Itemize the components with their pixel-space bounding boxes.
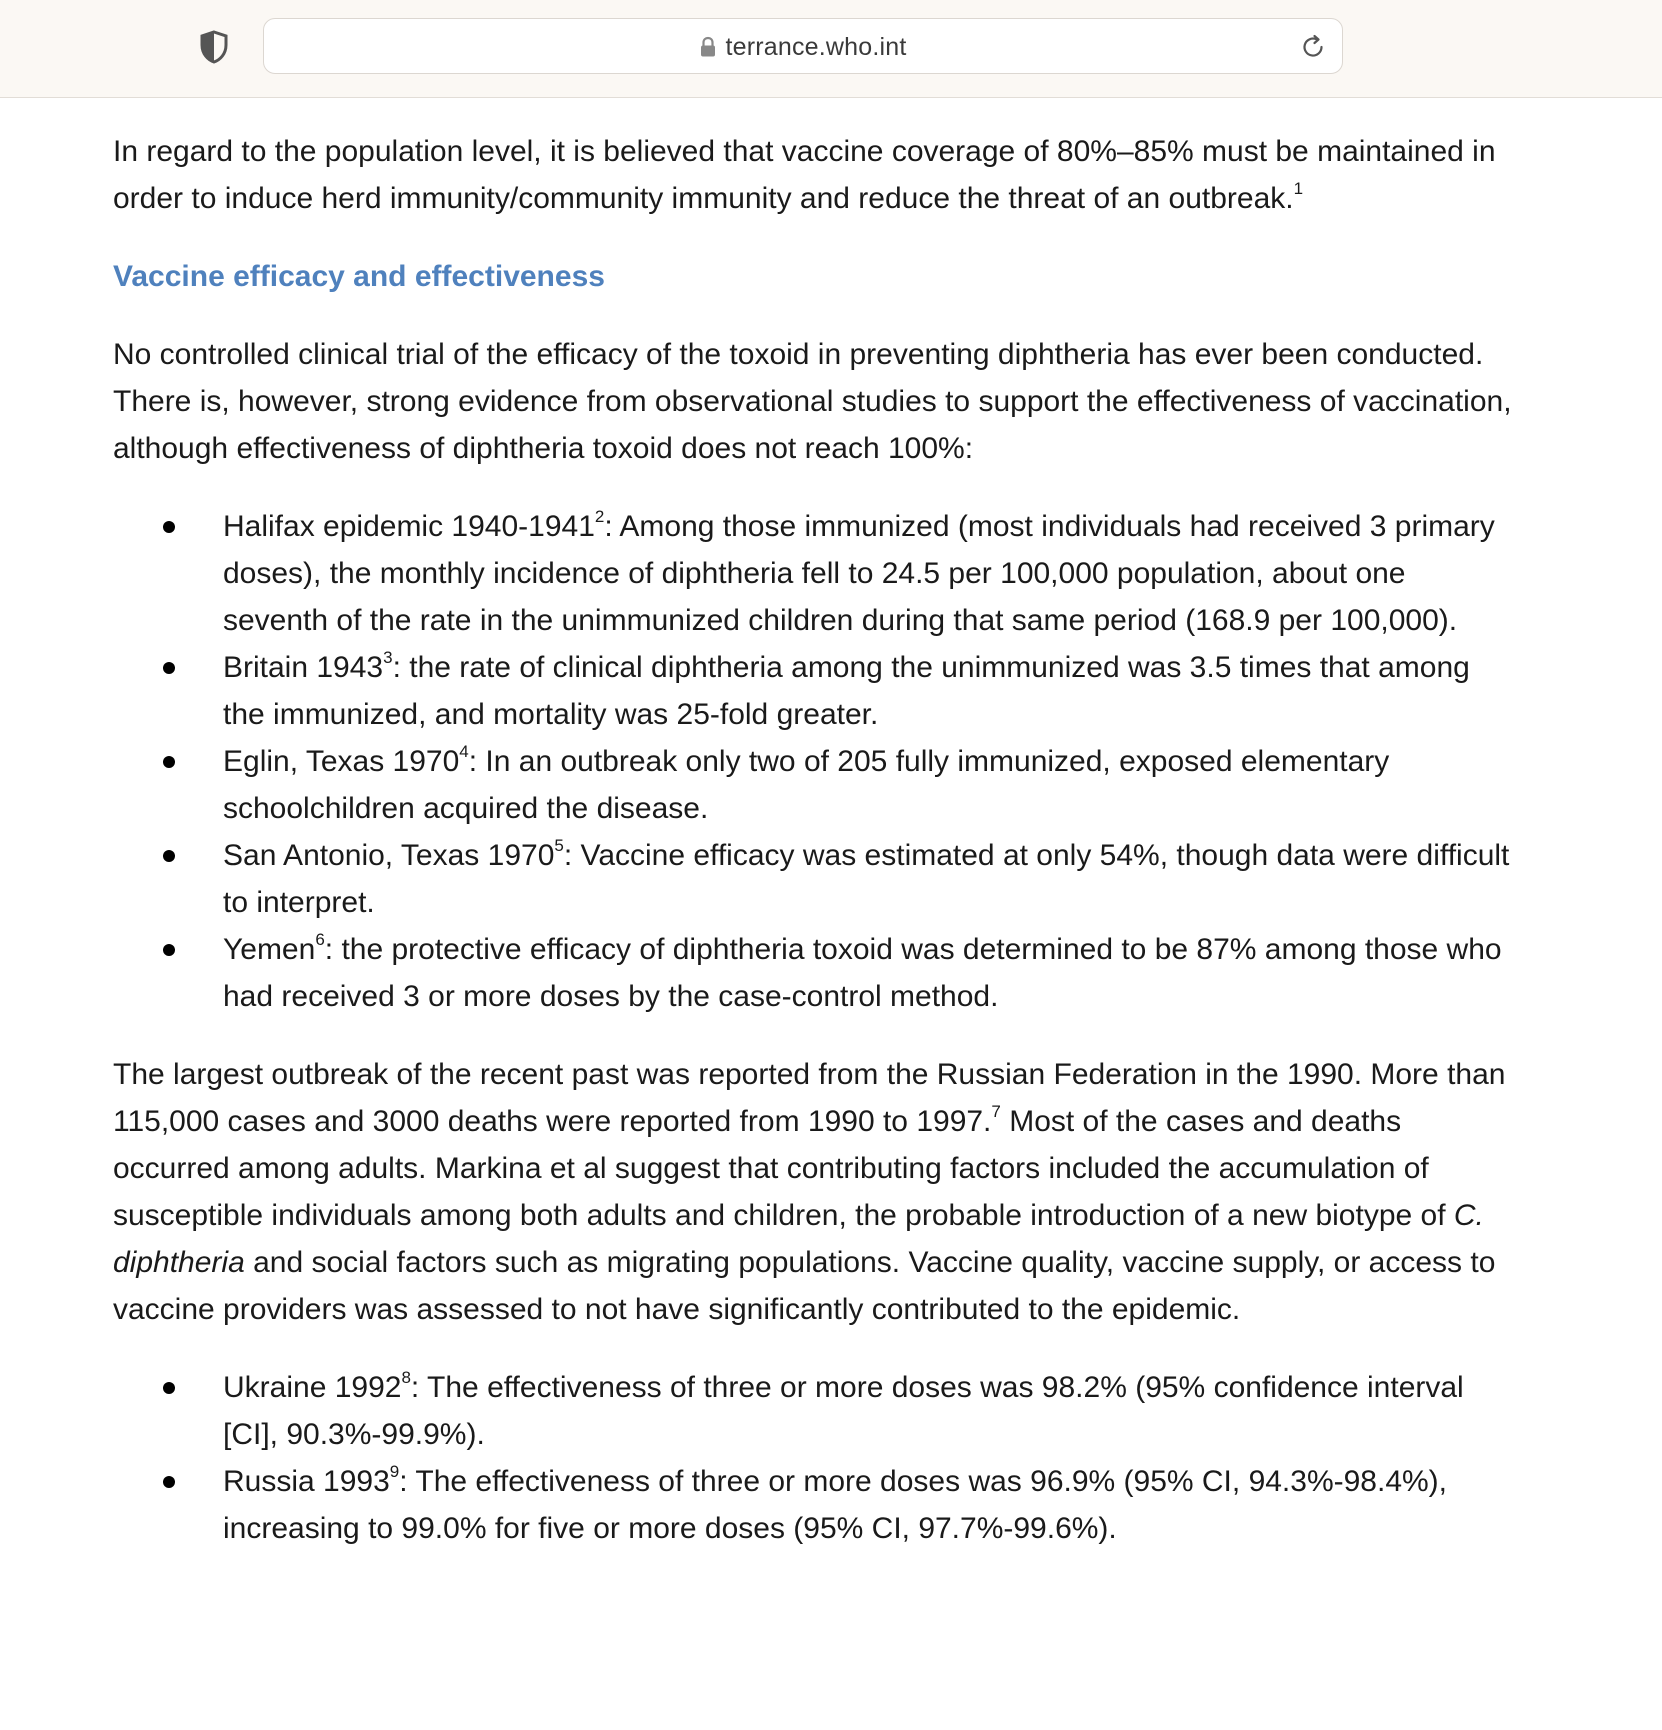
study-text: : The effectiveness of three or more doses was 96.9% (95% CI, 94.3%-98.4%), increasing to 99.0% for five or more doses (95% CI, 97.7%-99.6%).	[223, 1465, 1448, 1545]
list-item	[113, 1364, 1513, 1458]
footnote-ref: 1	[1293, 179, 1304, 198]
document-body	[113, 128, 1513, 1583]
bullet	[163, 850, 175, 862]
species-name: C. diphtheria	[113, 1199, 1484, 1279]
list-item	[113, 738, 1513, 832]
footnote-ref: 7	[991, 1102, 1001, 1121]
list-item	[113, 1458, 1513, 1552]
lock-icon	[699, 36, 717, 58]
bullet	[163, 521, 175, 533]
section-heading: Vaccine efficacy and effectiveness	[113, 260, 605, 293]
bullet	[163, 1382, 175, 1394]
footnote-ref: 6	[315, 930, 325, 949]
footnote-ref: 3	[383, 648, 393, 667]
study-name: Eglin, Texas 1970	[223, 745, 460, 778]
study-name: Russia 1993	[223, 1465, 390, 1498]
study-text: : the protective efficacy of diphtheria toxoid was determined to be 87% among those who had received 3 or more doses by the case-control method.	[223, 933, 1502, 1013]
footnote-ref: 4	[459, 742, 469, 761]
outbreak-paragraph	[113, 1051, 1513, 1333]
study-text: : In an outbreak only two of 205 fully immunized, exposed elementary schoolchildren acquired the disease.	[223, 745, 1390, 825]
list-item	[113, 832, 1513, 926]
study-text: : the rate of clinical diphtheria among the unimmunized was 3.5 times that among the immunized, and mortality was 25-fold greater.	[223, 651, 1470, 731]
list-item	[113, 926, 1513, 1020]
intro-paragraph	[113, 128, 1513, 222]
footnote-ref: 8	[401, 1368, 411, 1387]
address-bar[interactable]	[263, 18, 1343, 74]
footnote-ref: 9	[389, 1462, 400, 1481]
study-name: Halifax epidemic 1940-1941	[223, 510, 595, 543]
study-text: : Among those immunized (most individuals had received 3 primary doses), the monthly incidence of diphtheria fell to 24.5 per 100,000 population, about one seventh of the rate in the unimmunized children during that same period (168.9 per 100,000).	[223, 510, 1495, 637]
study-name: San Antonio, Texas 1970	[223, 839, 555, 872]
reload-icon[interactable]	[1298, 32, 1328, 62]
study-text: : The effectiveness of three or more doses was 98.2% (95% confidence interval [CI], 90.3%-99.9%).	[223, 1371, 1464, 1451]
outbreak-text-2: Most of the cases and deaths occurred among adults. Markina et al suggest that contributing factors included the accumulation of susceptible individuals among both adults and children, the probable introduction of a new biotype of	[113, 1105, 1454, 1232]
footnote-ref: 2	[594, 507, 605, 526]
bullet	[163, 1476, 175, 1488]
study-name: Yemen	[223, 933, 316, 966]
study-name: Britain 1943	[223, 651, 384, 684]
address-bar-content	[264, 19, 1342, 75]
bullet	[163, 756, 175, 768]
study-name: Ukraine 1992	[223, 1371, 402, 1404]
outbreak-text-1: The largest outbreak of the recent past was reported from the Russian Federation in the 1990. More than 115,000 cases and 3000 deaths were reported from 1990 to 1997.	[113, 1058, 1506, 1138]
study-text: : Vaccine efficacy was estimated at only 54%, though data were difficult to interpret.	[223, 839, 1510, 919]
studies-list-2	[113, 1364, 1513, 1552]
bullet	[163, 662, 175, 674]
intro-text: In regard to the population level, it is believed that vaccine coverage of 80%–85% must be maintained in order to induce herd immunity/community immunity and reduce the threat of an outbreak.	[113, 135, 1496, 215]
footnote-ref: 5	[554, 836, 564, 855]
outbreak-text-3: and social factors such as migrating populations. Vaccine quality, vaccine supply, or access to vaccine providers was assessed to not have significantly contributed to the epidemic.	[113, 1246, 1496, 1326]
list-item	[113, 503, 1513, 644]
bullet	[163, 944, 175, 956]
shield-icon[interactable]	[199, 30, 229, 64]
studies-list	[113, 503, 1513, 1020]
evidence-intro-paragraph: No controlled clinical trial of the efficacy of the toxoid in preventing diphtheria has ever been conducted. There is, however, strong evidence from observational studies to support the effectiveness of vaccination, although effectiveness of diphtheria toxoid does not reach 100%:	[113, 338, 1512, 465]
browser-toolbar	[0, 0, 1662, 98]
list-item	[113, 644, 1513, 738]
url-text: terrance.who.int	[725, 32, 907, 61]
